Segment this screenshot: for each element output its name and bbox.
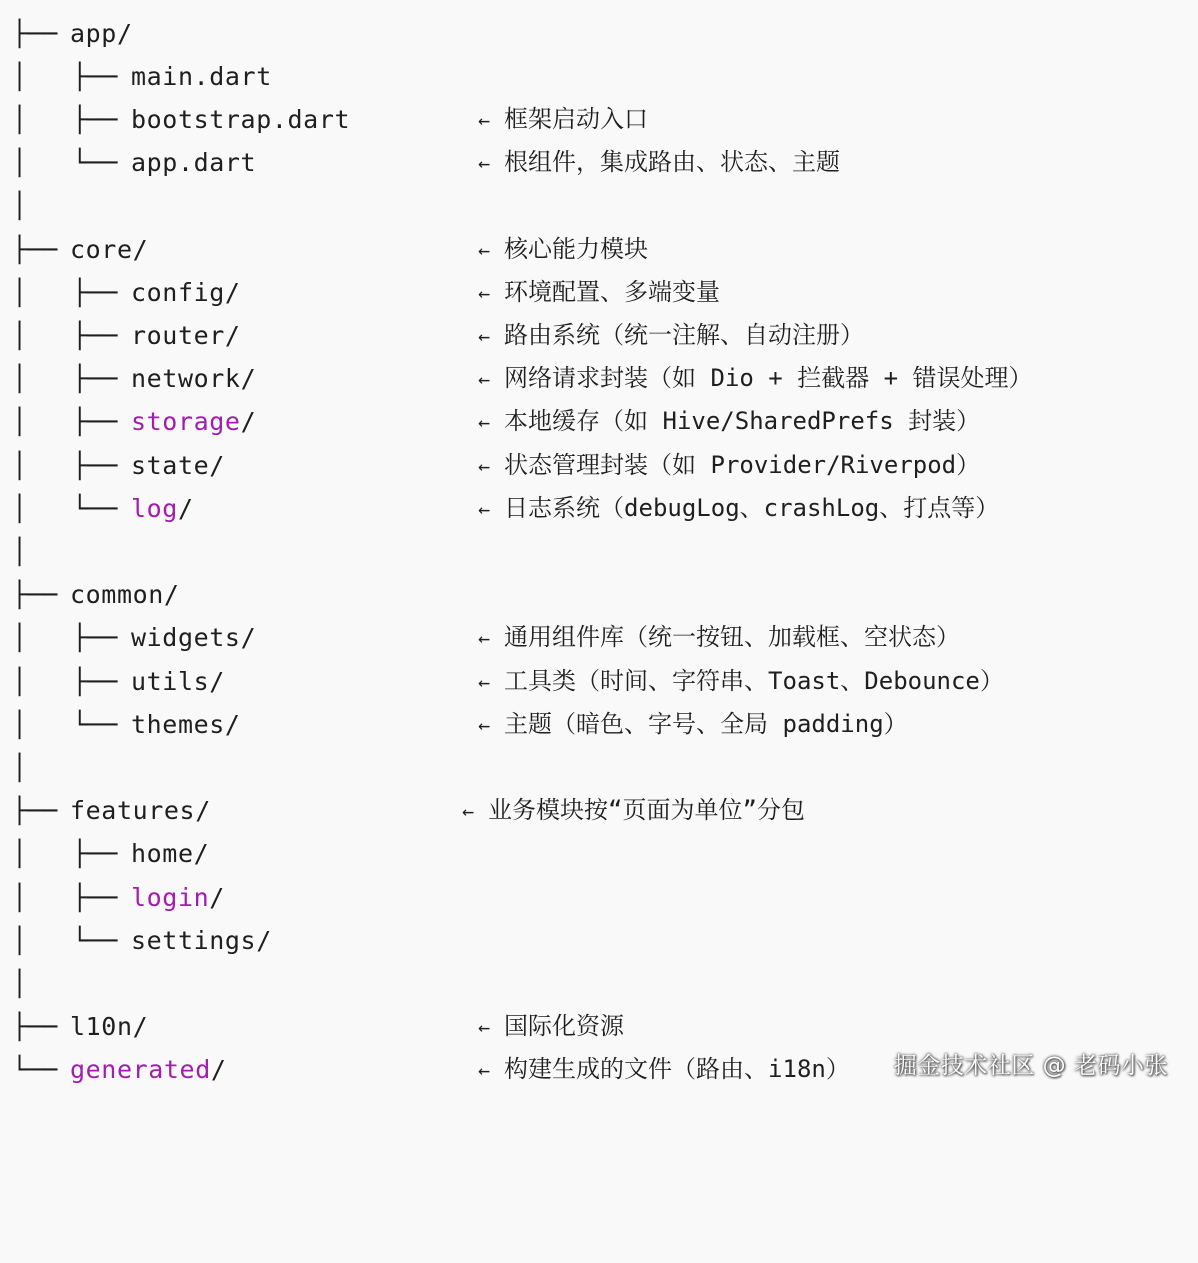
tree-row — [0, 228, 1198, 271]
tree-row — [0, 962, 1198, 1005]
comment-text: 业务模块按“页面为单位”分包 — [488, 796, 805, 824]
entry-label: utils — [131, 667, 210, 696]
entry-slash: / — [116, 19, 133, 48]
entry-slash: / — [163, 580, 180, 609]
tree-comment — [478, 141, 840, 185]
tree-branch: │ └── — [12, 926, 133, 955]
left-arrow-icon: ← — [478, 713, 491, 737]
entry-slash: / — [195, 796, 211, 825]
tree-entry-name — [131, 98, 350, 141]
tree-branch: ├── — [12, 796, 73, 825]
tree-row — [0, 314, 1198, 357]
tree-branch: │ ├── — [12, 321, 133, 350]
tree-comment — [478, 400, 980, 444]
tree-entry-name — [131, 832, 209, 875]
left-arrow-icon: ← — [478, 670, 491, 694]
entry-slash: / — [210, 1055, 227, 1084]
tree-branch: │ ├── — [12, 883, 133, 912]
left-arrow-icon: ← — [478, 497, 491, 521]
entry-slash: / — [193, 839, 210, 868]
entry-label: common — [70, 580, 164, 609]
entry-slash: / — [240, 407, 257, 436]
tree-entry-name — [70, 573, 180, 616]
tree-comment — [478, 487, 999, 531]
comment-text: 路由系统（统一注解、自动注册） — [504, 321, 865, 349]
tree-branch: │ — [12, 969, 28, 998]
tree-row — [0, 55, 1198, 98]
tree-branch: │ ├── — [12, 407, 133, 436]
tree-row — [0, 660, 1198, 703]
tree-entry-name — [131, 314, 241, 357]
left-arrow-icon: ← — [478, 1015, 491, 1039]
tree-comment — [478, 703, 908, 747]
entry-slash: / — [224, 278, 241, 307]
entry-label: config — [131, 278, 225, 307]
tree-comment — [478, 98, 648, 142]
entry-label: bootstrap.dart — [131, 105, 351, 134]
left-arrow-icon: ← — [478, 454, 491, 478]
entry-slash: / — [209, 883, 225, 912]
comment-text: 主题（暗色、字号、全局 padding） — [504, 710, 908, 738]
tree-branch: ├── — [12, 19, 73, 48]
tree-branch: │ ├── — [12, 278, 133, 307]
tree-comment — [478, 1048, 850, 1092]
tree-branch: │ — [12, 191, 28, 220]
tree-entry-name — [131, 141, 256, 184]
tree-branch: │ ├── — [12, 667, 133, 696]
tree-row — [0, 616, 1198, 659]
tree-row — [0, 703, 1198, 746]
tree-entry-name — [70, 789, 211, 832]
entry-slash: / — [224, 710, 241, 739]
entry-label: core — [70, 235, 133, 264]
entry-label: main.dart — [131, 62, 272, 91]
comment-text: 日志系统（debugLog、crashLog、打点等） — [504, 494, 1000, 522]
tree-comment — [478, 616, 960, 660]
comment-text: 工具类（时间、字符串、Toast、Debounce） — [504, 667, 1004, 695]
tree-row — [0, 444, 1198, 487]
tree-entry-name — [131, 616, 256, 659]
comment-text: 网络请求封装（如 Dio + 拦截器 + 错误处理） — [504, 364, 1033, 392]
tree-row — [0, 357, 1198, 400]
tree-entry-name — [131, 919, 272, 962]
entry-label: generated — [70, 1055, 211, 1084]
tree-entry-name — [131, 357, 256, 400]
tree-row — [0, 141, 1198, 184]
left-arrow-icon: ← — [478, 151, 491, 175]
tree-comment — [478, 660, 1004, 704]
left-arrow-icon: ← — [478, 367, 491, 391]
comment-text: 通用组件库（统一按钮、加载框、空状态） — [504, 623, 961, 651]
entry-slash: / — [209, 451, 225, 480]
tree-comment — [478, 1005, 624, 1049]
tree-branch: │ ├── — [12, 623, 133, 652]
watermark: 掘金技术社区 @ 老码小张 — [893, 1053, 1168, 1079]
tree-entry-name — [131, 703, 241, 746]
tree-comment — [478, 357, 1033, 401]
entry-slash: / — [240, 364, 257, 393]
tree-row — [0, 184, 1198, 227]
left-arrow-icon: ← — [478, 410, 491, 434]
entry-label: features — [70, 796, 196, 825]
entry-slash: / — [132, 1012, 149, 1041]
tree-branch: ├── — [12, 235, 73, 264]
tree-row — [0, 271, 1198, 314]
entry-label: l10n — [70, 1012, 133, 1041]
tree-entry-name — [131, 487, 194, 530]
tree-branch: └── — [12, 1055, 73, 1084]
tree-branch: │ ├── — [12, 451, 133, 480]
comment-text: 框架启动入口 — [504, 105, 649, 133]
tree-entry-name — [131, 271, 241, 314]
entry-label: state — [131, 451, 210, 480]
comment-text: 国际化资源 — [504, 1012, 625, 1040]
entry-label: storage — [131, 407, 241, 436]
tree-branch: │ └── — [12, 494, 133, 523]
comment-text: 根组件，集成路由、状态、主题 — [504, 148, 841, 176]
tree-comment — [478, 314, 864, 358]
tree-entry-name — [131, 660, 225, 703]
tree-entry-name — [70, 1048, 227, 1091]
entry-label: log — [131, 494, 178, 523]
tree-row — [0, 789, 1198, 832]
tree-row — [0, 832, 1198, 875]
entry-label: router — [131, 321, 225, 350]
tree-branch: │ └── — [12, 710, 133, 739]
tree-branch: │ — [12, 753, 28, 782]
entry-slash: / — [256, 926, 272, 955]
left-arrow-icon: ← — [462, 799, 475, 823]
tree-branch: │ └── — [12, 148, 133, 177]
entry-label: login — [131, 883, 210, 912]
left-arrow-icon: ← — [478, 1058, 491, 1082]
entry-label: app.dart — [131, 148, 257, 177]
comment-text: 环境配置、多端变量 — [504, 278, 721, 306]
left-arrow-icon: ← — [478, 108, 491, 132]
tree-row — [0, 12, 1198, 55]
tree-branch: │ ├── — [12, 62, 133, 91]
tree-row — [0, 746, 1198, 789]
left-arrow-icon: ← — [478, 324, 491, 348]
entry-label: widgets — [131, 623, 241, 652]
entry-slash: / — [132, 235, 149, 264]
tree-entry-name — [131, 444, 225, 487]
tree-row — [0, 530, 1198, 573]
comment-text: 核心能力模块 — [504, 235, 649, 263]
tree-entry-name — [70, 1005, 148, 1048]
left-arrow-icon: ← — [478, 281, 491, 305]
left-arrow-icon: ← — [478, 626, 491, 650]
tree-branch: ├── — [12, 1012, 73, 1041]
comment-text: 本地缓存（如 Hive/SharedPrefs 封装） — [504, 407, 981, 435]
comment-text: 构建生成的文件（路由、i18n） — [504, 1055, 850, 1083]
tree-row — [0, 1005, 1198, 1048]
tree-entry-name — [70, 228, 148, 271]
entry-label: themes — [131, 710, 225, 739]
tree-branch: │ ├── — [12, 839, 133, 868]
tree-branch: │ ├── — [12, 364, 133, 393]
tree-row — [0, 487, 1198, 530]
entry-label: home — [131, 839, 194, 868]
tree-branch: │ ├── — [12, 105, 133, 134]
tree-entry-name — [131, 400, 256, 443]
tree-row — [0, 919, 1198, 962]
tree-comment — [462, 789, 805, 833]
tree-comment — [478, 444, 980, 488]
entry-label: app — [70, 19, 117, 48]
comment-text: 状态管理封装（如 Provider/Riverpod） — [504, 451, 981, 479]
tree-entry-name — [131, 55, 272, 98]
tree-row — [0, 573, 1198, 616]
tree-row — [0, 98, 1198, 141]
entry-slash: / — [240, 623, 257, 652]
entry-label: settings — [131, 926, 257, 955]
tree-branch: │ — [12, 537, 28, 566]
tree-row — [0, 400, 1198, 443]
tree-comment — [478, 228, 648, 272]
tree-row — [0, 876, 1198, 919]
entry-slash: / — [177, 494, 194, 523]
tree-branch: ├── — [12, 580, 73, 609]
entry-slash: / — [224, 321, 241, 350]
left-arrow-icon: ← — [478, 238, 491, 262]
tree-entry-name — [70, 12, 133, 55]
tree-entry-name — [131, 876, 225, 919]
entry-label: network — [131, 364, 241, 393]
entry-slash: / — [209, 667, 225, 696]
tree-comment — [478, 271, 720, 315]
